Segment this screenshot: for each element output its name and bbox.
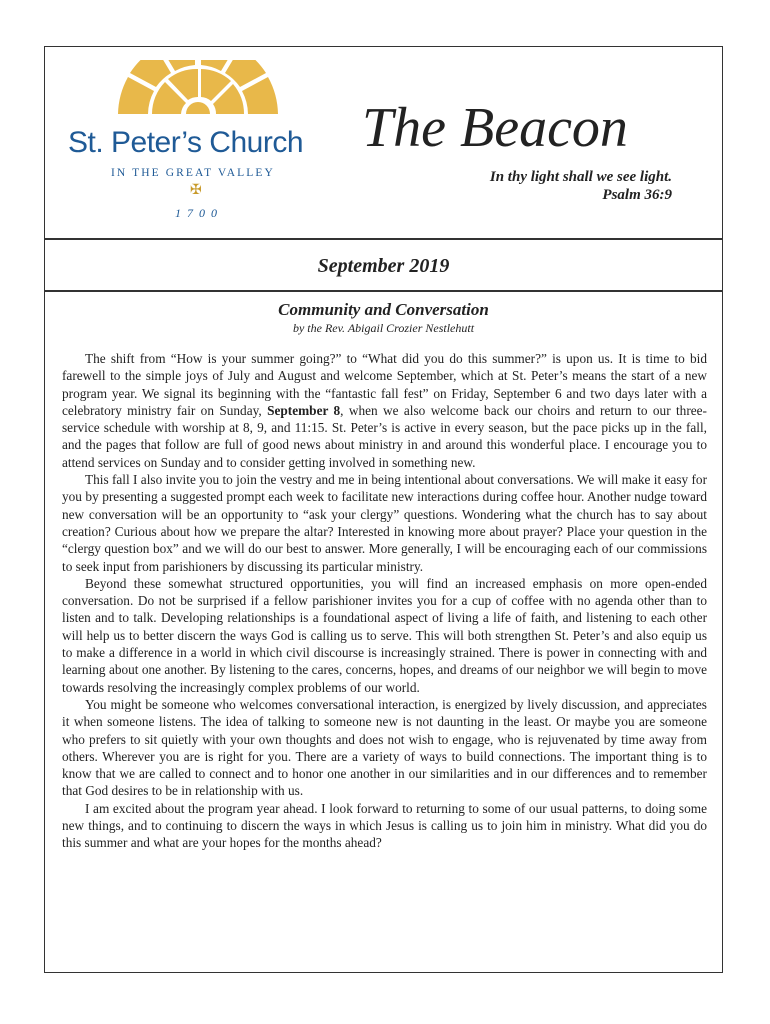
article-paragraph: I am excited about the program year ahead. I look forward to returning to some of our usual patterns, to doing some new things, and to continuing to discern the ways in which Jesus is calling us to join him in ministry. What did you do this summer and what are your hopes for the months ahead? [62, 800, 707, 851]
motto-line: In thy light shall we see light. [489, 169, 672, 185]
issue-divider [44, 290, 723, 292]
article-title: Community and Conversation [278, 300, 489, 319]
article-byline: by the Rev. Abigail Crozier Nestlehutt [292, 321, 475, 335]
article-paragraph: You might be someone who welcomes conversational interaction, is energized by lively discussion, and appreciates it when someone listens. The idea of talking to someone new is not daunting in the least. Or maybe you are someone who prefers to sit quietly with your own thoughts and does not wish to engage, who is rejuvenated by time away from others. Wherever you are is right for you. There are a variety of ways to build connections. The important thing is to know that we are called to connect and to honor one another in our similarities and in our differences and to remember that God desires to be in relationship with us. [62, 696, 707, 799]
motto [490, 168, 672, 204]
church-subtitle: IN THE GREAT VALLEY [111, 167, 275, 179]
article-paragraph: Beyond these somewhat structured opportunities, you will find an increased emphasis on more open-ended conversation. Do not be surprised if a fellow parishioner invites you for a cup of coffee with no agenda other than to listen and to talk. Developing relationships is a foundational aspect of living a life of faith, and listening to each other will help us to better discern the ways God is calling us to serve. This will both strengthen St. Peter’s and also equip us to make a difference in a world in which civil discourse is increasingly strained. There is power in connecting with and learning about one another. By listening to the cares, concerns, hopes, and dreams of our neighbor we will begin to move towards resolving the increasingly complex problems of our world. [62, 575, 707, 695]
date-emphasis: September 8 [267, 402, 341, 418]
church-founding-year: 1700 [175, 206, 223, 220]
church-name: St. Peter’s Church [68, 126, 303, 159]
header-divider [44, 238, 723, 240]
article-body [62, 350, 707, 852]
issue-date: September 2019 [317, 255, 450, 277]
article-paragraph: This fall I also invite you to join the vestry and me in being intentional about conversations. We will make it easy for you by presenting a suggested prompt each week to facilitate new interactions during coffee hour. Another nudge toward new conversation will be an opportunity to “ask your clergy” questions. Wondering what the church has to say about creation? Curious about how we prepare the altar? Interested in knowing more about prayer? Place your question in the “clergy question box” and we will do our best to answer. More generally, I will be encouraging each of our commissions to seek input from parishioners by discussing its particular ministry. [62, 472, 707, 574]
motto-citation: Psalm 36:9 [602, 187, 672, 203]
newsletter-title: The Beacon [362, 97, 628, 159]
cross-icon: ✠ [190, 183, 202, 198]
article-paragraph: The shift from “How is your summer going?” to “What did you do this summer?” is upon us. It is time to bid farewell to the simple joys of July and August and welcome September, which at St. Peter’s means the start of a new program year. We signal its beginning with the “fantastic fall fest” on Friday, September 6 and two days later with a celebratory ministry fair on Sunday, September 8, when we also welcome back our choirs and return to our three-service schedule with worship at 8, 9, and 11:15. St. Peter’s is active in every season, but the pace picks up in the fall, and the pages that follow are full of good news about ministry in and around this wonderful place. I encourage you to attend services on Sunday and to consider getting involved in something new. [62, 351, 707, 470]
sunburst-center [186, 102, 210, 114]
